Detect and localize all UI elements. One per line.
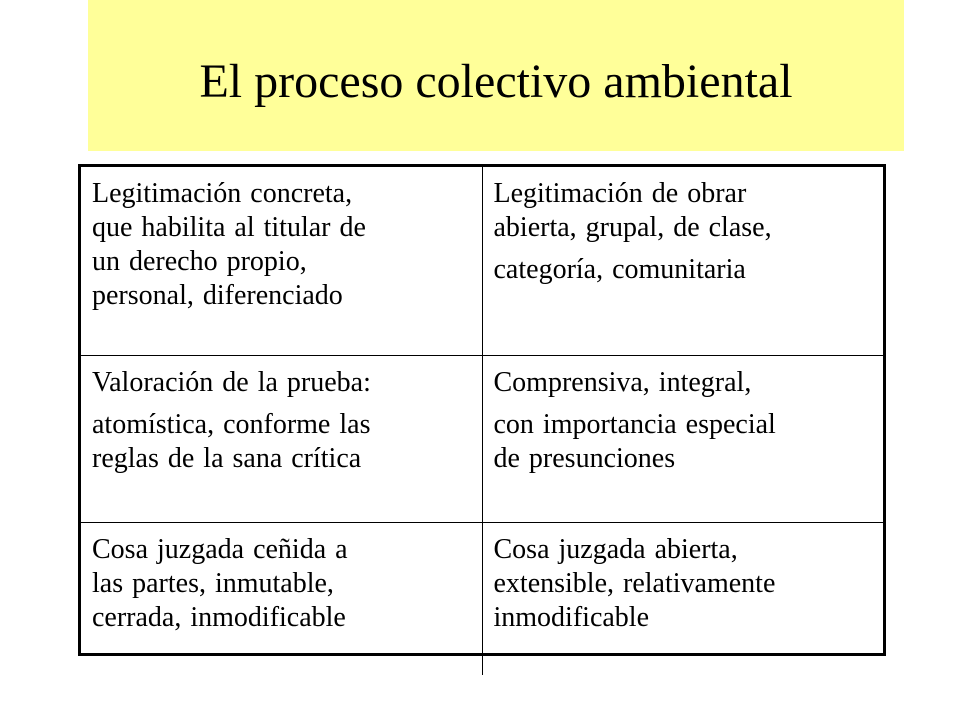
cell-line: Legitimación de obrar: [493, 178, 747, 209]
cell-line: Comprensiva, integral,: [493, 367, 752, 398]
title-banner: [88, 0, 904, 151]
cell-line: de presunciones: [493, 443, 676, 474]
cell-line: cerrada, inmodificable: [92, 602, 346, 633]
cell-line: abierta, grupal, de clase,: [493, 212, 772, 243]
cell-line: las partes, inmutable,: [92, 568, 334, 599]
cell-line: inmodificable: [493, 602, 650, 633]
cell-line: que habilita al titular de: [92, 212, 366, 243]
cell-line: categoría, comunitaria: [493, 254, 746, 285]
cell-line: Cosa juzgada ceñida a: [92, 534, 348, 565]
cell-line: atomística, conforme las: [92, 409, 371, 440]
table-cell-right: [482, 356, 883, 523]
table-row-cosa-juzgada: [81, 523, 883, 676]
cell-line: Valoración de la prueba:: [92, 367, 371, 398]
comparison-table: [78, 164, 886, 656]
slide-title: El proceso colectivo ambiental: [199, 54, 793, 108]
table-row-legitimacion: [81, 167, 883, 356]
table-cell-left: [81, 356, 482, 523]
cell-line: Cosa juzgada abierta,: [493, 534, 738, 565]
cell-line: con importancia especial: [493, 409, 776, 440]
cell-line: extensible, relativamente: [493, 568, 776, 599]
table-cell-left: [81, 167, 482, 356]
table-row-prueba: [81, 356, 883, 523]
table-cell-left: [81, 523, 482, 676]
comparison-table-grid: [81, 167, 883, 675]
cell-line: un derecho propio,: [92, 246, 307, 277]
table-cell-right: [482, 523, 883, 676]
cell-line: Legitimación concreta,: [92, 178, 353, 209]
table-cell-right: [482, 167, 883, 356]
cell-line: personal, diferenciado: [92, 280, 343, 311]
cell-line: reglas de la sana crítica: [92, 443, 362, 474]
